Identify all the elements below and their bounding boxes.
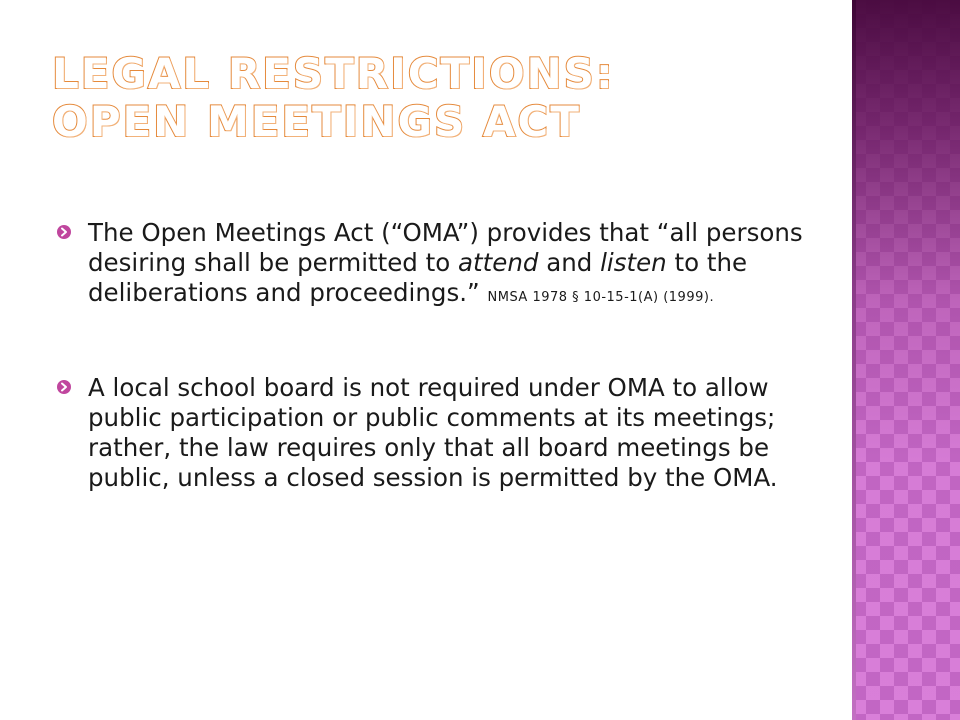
- title-line-2: OPEN MEETINGS ACT: [52, 97, 581, 146]
- bullet-1-text-a: The Open Meetings Act (“OMA”) provides that “all persons desiring shall be permitted to: [88, 218, 803, 277]
- slide-title: [52, 50, 832, 146]
- title-line-1: LEGAL RESTRICTIONS:: [52, 49, 615, 98]
- side-panel-gradient: [852, 0, 960, 720]
- side-panel-edge: [852, 0, 856, 720]
- bullet-2-text: A local school board is not required under OMA to allow public participation or public comments at its meetings; rather, the law requires only that all board meetings be public, unless a closed session is permitted by the OMA.: [88, 373, 778, 492]
- bullet-item-1: [56, 218, 846, 313]
- bullet-1-text-b: and: [538, 248, 601, 277]
- circled-arrow-icon: [56, 379, 72, 395]
- bullet-1-text-c: to the deliberations and proceedings.”: [88, 248, 748, 307]
- bullet-1-emphasis-attend: attend: [458, 248, 539, 277]
- bullet-1-citation: NMSA 1978 § 10-15-1(A) (1999).: [487, 290, 715, 305]
- bullet-1-emphasis-listen: listen: [600, 248, 667, 277]
- bullet-item-2: [56, 373, 846, 493]
- circled-arrow-icon: [56, 224, 72, 240]
- bullet-list: [56, 218, 846, 493]
- decorative-side-panel: [852, 0, 960, 720]
